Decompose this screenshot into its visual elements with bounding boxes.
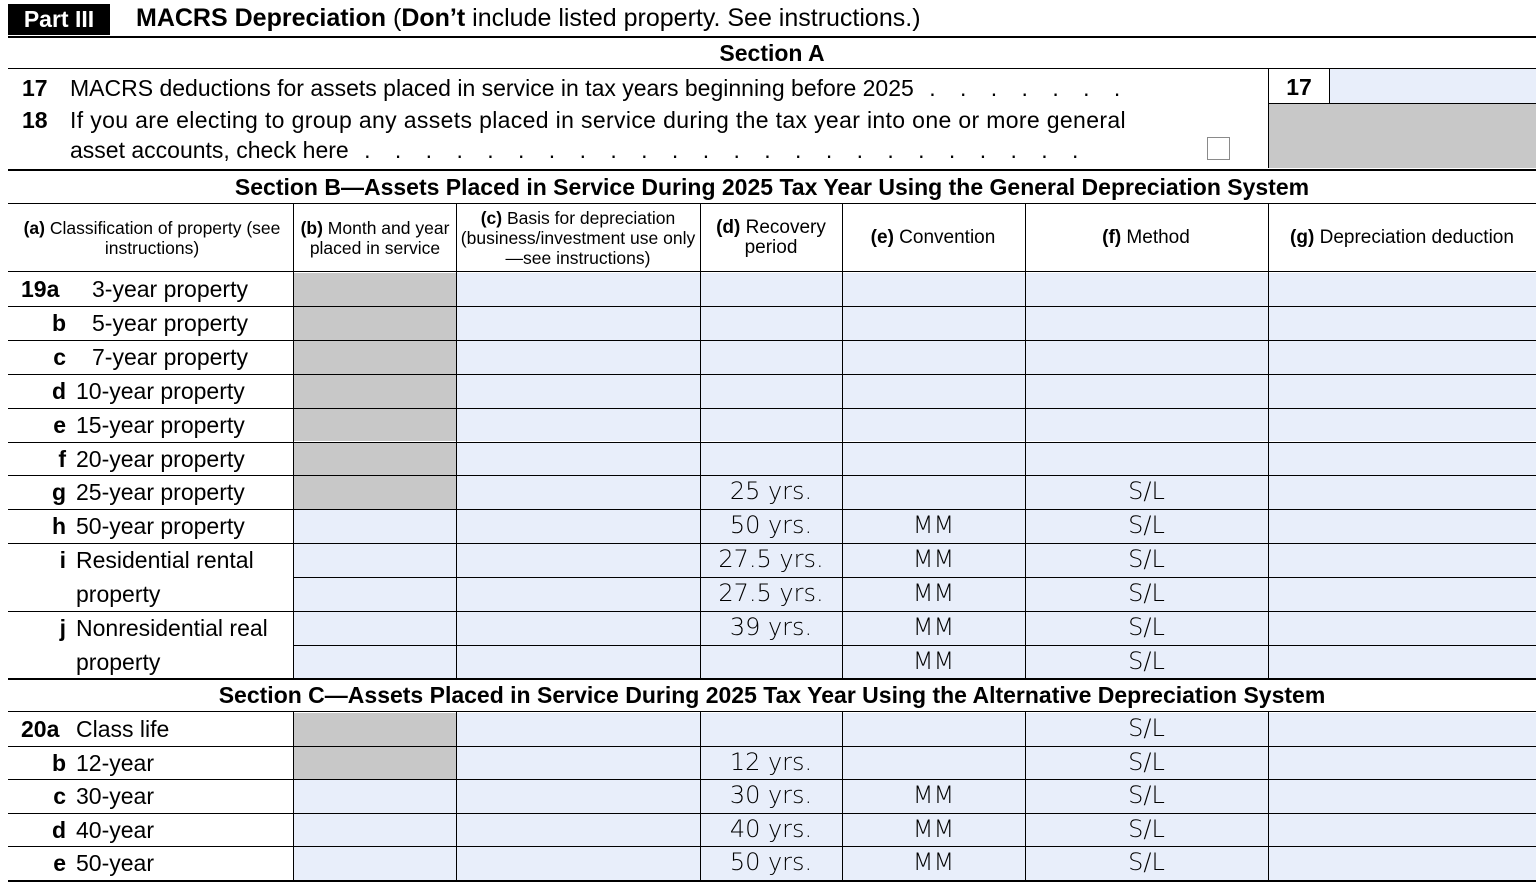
line-19-row-8-value-d: 27.5 yrs. xyxy=(718,545,824,574)
line-19-row-10-value-e: MM xyxy=(912,613,955,641)
line-20-row-3-label: 40-year xyxy=(76,816,154,843)
line-19-row-9-value-f: S/L xyxy=(1128,579,1165,608)
column-header-d: (d) Recovery period xyxy=(716,217,826,258)
line-19-row-6-cell-g[interactable] xyxy=(1269,476,1536,509)
line-20-row-1-cell-b xyxy=(294,747,456,780)
line-19-row-7-cell-c[interactable] xyxy=(457,510,700,543)
line-20-row-1-cell-e[interactable] xyxy=(843,747,1025,780)
line-19-row-4-cell-g[interactable] xyxy=(1269,409,1536,442)
line-19-row-0-label: 3-year property xyxy=(92,276,248,302)
divider xyxy=(8,678,1536,680)
line-19-row-2-label: 7-year property xyxy=(92,343,248,370)
line-18-text-2: asset accounts, check here . . . . . . . . . . . . . . . . . . . . . . . . xyxy=(70,137,1088,163)
line-19-row-5-label: 20-year property xyxy=(76,445,245,472)
line-20-row-1-cell-g[interactable] xyxy=(1269,747,1536,780)
line-19-row-5-cell-b xyxy=(294,443,456,476)
line-19-row-3-cell-d[interactable] xyxy=(701,375,842,408)
line-20-row-3-value-f: S/L xyxy=(1128,814,1165,843)
line-19-row-2-cell-c[interactable] xyxy=(457,341,700,374)
line-18-number: 18 xyxy=(22,107,48,133)
line-20-row-0-value-f: S/L xyxy=(1128,714,1165,742)
line-17-amount-field[interactable] xyxy=(1330,69,1536,103)
line-17-text: MACRS deductions for assets placed in service in tax years beginning before 2025 . . . . . . . xyxy=(70,75,1130,101)
line-20-row-0-cell-b xyxy=(294,713,456,746)
line-19-row-9-value-d: 27.5 yrs. xyxy=(718,579,824,608)
line-19-row-11-cell-c[interactable] xyxy=(457,646,700,679)
line-19-row-8-value-e: MM xyxy=(912,545,955,574)
part-title-rest: include listed property. See instructions.) xyxy=(465,4,921,32)
line-19-row-10-label: Nonresidential real xyxy=(76,615,268,641)
line-19-row-0-number: 19a xyxy=(21,276,60,302)
line-19-row-6-value-f: S/L xyxy=(1128,477,1165,506)
column-header-a: (a) Classification of property (see instructions) xyxy=(23,218,281,258)
line-19-row-6-label: 25-year property xyxy=(76,479,245,506)
line-20-row-2-label: 30-year xyxy=(76,783,154,810)
line-19-row-9-label: property xyxy=(76,581,161,608)
line-19-row-3-cell-e[interactable] xyxy=(843,375,1025,408)
line-20-row-2-cell-b[interactable] xyxy=(294,780,456,813)
line-20-row-0-cell-d[interactable] xyxy=(701,713,842,746)
line-20-row-0-label: Class life xyxy=(76,716,170,742)
line-19-row-5-cell-f[interactable] xyxy=(1026,443,1268,476)
line-20-row-4-cell-c[interactable] xyxy=(457,847,700,880)
line-19-row-4-label: 15-year property xyxy=(76,411,245,438)
line-19-row-6-cell-c[interactable] xyxy=(457,476,700,509)
line-19-row-2-cell-g[interactable] xyxy=(1269,341,1536,374)
line-20-row-2-value-f: S/L xyxy=(1128,781,1165,810)
line-19-row-11-cell-g[interactable] xyxy=(1269,646,1536,679)
line-19-row-7-value-f: S/L xyxy=(1128,511,1165,540)
line-20-row-3-cell-c[interactable] xyxy=(457,814,700,847)
line-20-row-2-cell-g[interactable] xyxy=(1269,780,1536,813)
line-19-row-7-number: h xyxy=(51,513,66,540)
line-19-row-5-cell-c[interactable] xyxy=(457,443,700,476)
line-19-row-5-cell-d[interactable] xyxy=(701,443,842,476)
line-19-row-2-cell-b xyxy=(294,341,456,374)
section-c-title: Section C—Assets Placed in Service During 2025 Tax Year Using the Alternative Depreciation System xyxy=(218,682,1326,708)
line-18-checkbox[interactable] xyxy=(1207,137,1230,160)
line-19-row-0-cell-g[interactable] xyxy=(1269,273,1536,306)
line-20-row-0-cell-c[interactable] xyxy=(457,713,700,746)
line-19-row-11-label: property xyxy=(76,648,161,675)
line-19-row-1-cell-d[interactable] xyxy=(701,307,842,340)
part-title-dont: Don’t xyxy=(401,4,466,32)
line-19-row-7-cell-b[interactable] xyxy=(294,510,456,543)
line-19-row-8-value-f: S/L xyxy=(1128,545,1165,574)
line-20-row-1-label: 12-year xyxy=(76,749,154,776)
line-19-row-4-cell-e[interactable] xyxy=(843,409,1025,442)
line-19-row-3-number: d xyxy=(51,377,66,404)
line-19-row-7-value-d: 50 yrs. xyxy=(729,511,813,540)
line-19-row-11-value-f: S/L xyxy=(1128,646,1165,675)
line-19-row-8-label: Residential rental xyxy=(76,547,254,574)
line-19-row-4-cell-b xyxy=(294,409,456,442)
line-19-row-10-cell-c[interactable] xyxy=(457,612,700,645)
line-19-row-0-cell-e[interactable] xyxy=(843,273,1025,306)
column-header-g: (g) Depreciation deduction xyxy=(1290,227,1514,248)
line-19-row-1-cell-c[interactable] xyxy=(457,307,700,340)
divider xyxy=(8,711,1536,712)
line-19-row-7-value-e: MM xyxy=(912,511,955,540)
part-title xyxy=(136,3,921,34)
part-title-bold: MACRS Depreciation xyxy=(136,4,387,32)
line-20-row-1-value-f: S/L xyxy=(1128,747,1165,776)
line-19-row-1-cell-g[interactable] xyxy=(1269,307,1536,340)
line-17-number: 17 xyxy=(22,75,48,101)
line-19-row-5-number: f xyxy=(58,445,66,472)
line-19-row-4-cell-c[interactable] xyxy=(457,409,700,442)
line-19-row-7-cell-g[interactable] xyxy=(1269,510,1536,543)
line-19-row-3-cell-b xyxy=(294,375,456,408)
line-19-row-9-cell-b[interactable] xyxy=(294,578,456,611)
divider xyxy=(8,169,1536,171)
line-20-row-0-cell-g[interactable] xyxy=(1269,713,1536,746)
column-header-e: (e) Convention xyxy=(870,227,996,248)
line-19-row-1-label: 5-year property xyxy=(92,309,248,336)
line-20-row-2-value-d: 30 yrs. xyxy=(729,781,813,810)
line-19-row-5-cell-e[interactable] xyxy=(843,443,1025,476)
line-20-row-4-cell-b[interactable] xyxy=(294,847,456,880)
line-19-row-8-cell-g[interactable] xyxy=(1269,544,1536,577)
line-19-row-9-cell-g[interactable] xyxy=(1269,578,1536,611)
section-a-title: Section A xyxy=(719,40,825,66)
line-19-row-9-cell-c[interactable] xyxy=(457,578,700,611)
line-19-row-10-cell-g[interactable] xyxy=(1269,612,1536,645)
line-19-row-2-cell-f[interactable] xyxy=(1026,341,1268,374)
line-19-row-1-cell-b xyxy=(294,307,456,340)
line-19-row-2-cell-e[interactable] xyxy=(843,341,1025,374)
divider xyxy=(8,271,1536,272)
line-20-row-3-value-d: 40 yrs. xyxy=(729,814,813,843)
line-20-row-2-value-e: MM xyxy=(912,781,955,810)
line-18-text: If you are electing to group any assets placed in service during the tax year into one or more general xyxy=(70,107,1126,133)
line-20-row-4-value-d: 50 yrs. xyxy=(729,848,813,877)
line-20-row-1-number: b xyxy=(51,749,66,776)
line-20-row-3-value-e: MM xyxy=(912,814,955,843)
line-20-row-3-number: d xyxy=(51,816,66,843)
line-20-row-4-value-e: MM xyxy=(912,848,955,877)
line-20-row-3-cell-g[interactable] xyxy=(1269,814,1536,847)
line-19-row-0-cell-c[interactable] xyxy=(457,273,700,306)
column-header-f: (f) Method xyxy=(1102,227,1190,248)
line-19-row-1-cell-f[interactable] xyxy=(1026,307,1268,340)
line-20-row-0-cell-e[interactable] xyxy=(843,713,1025,746)
line-19-row-11-value-e: MM xyxy=(912,646,955,675)
line-19-row-6-cell-b xyxy=(294,476,456,509)
line-19-row-0-cell-b xyxy=(294,273,456,306)
section-b-title: Section B—Assets Placed in Service During 2025 Tax Year Using the General Depreciation System xyxy=(234,174,1310,200)
divider xyxy=(8,880,1536,882)
line-19-row-6-value-d: 25 yrs. xyxy=(729,477,813,506)
line-20-row-1-value-d: 12 yrs. xyxy=(729,747,813,776)
line-20-row-4-number: e xyxy=(53,850,66,877)
shaded-area xyxy=(1269,104,1536,168)
line-20-row-4-cell-g[interactable] xyxy=(1269,847,1536,880)
line-19-row-4-number: e xyxy=(53,411,66,438)
line-19-row-6-number: g xyxy=(51,479,66,506)
line-19-row-9-value-e: MM xyxy=(912,579,955,608)
part-label: Part III xyxy=(8,4,110,35)
line-19-row-11-cell-b[interactable] xyxy=(294,646,456,679)
line-19-row-10-value-f: S/L xyxy=(1128,613,1165,641)
divider xyxy=(8,36,1536,38)
line-20-row-0-number: 20a xyxy=(21,716,60,742)
line-19-row-3-label: 10-year property xyxy=(76,377,245,404)
column-header-b: (b) Month and year placed in service xyxy=(300,218,450,258)
line-19-row-10-value-d: 39 yrs. xyxy=(729,613,813,641)
part-title-paren: ( xyxy=(386,4,402,32)
divider xyxy=(8,68,1536,69)
line-19-row-1-number: b xyxy=(51,309,66,336)
line-20-row-1-cell-c[interactable] xyxy=(457,747,700,780)
line-19-row-10-number: j xyxy=(59,615,66,641)
line-19-row-0-cell-f[interactable] xyxy=(1026,273,1268,306)
line-19-row-3-cell-f[interactable] xyxy=(1026,375,1268,408)
line-20-row-4-label: 50-year xyxy=(76,850,154,877)
line-19-row-8-number: i xyxy=(59,547,66,574)
line-19-row-4-cell-d[interactable] xyxy=(701,409,842,442)
line-19-row-4-cell-f[interactable] xyxy=(1026,409,1268,442)
line-19-row-8-cell-b[interactable] xyxy=(294,544,456,577)
line-19-row-10-cell-b[interactable] xyxy=(294,612,456,645)
line-19-row-3-cell-c[interactable] xyxy=(457,375,700,408)
line-19-row-6-cell-e[interactable] xyxy=(843,476,1025,509)
line-19-row-5-cell-g[interactable] xyxy=(1269,443,1536,476)
line-19-row-2-number: c xyxy=(53,343,66,370)
line-20-row-2-cell-c[interactable] xyxy=(457,780,700,813)
line-20-row-2-number: c xyxy=(53,783,66,810)
column-header-c: (c) Basis for depreciation (business/investment use only—see instructions) xyxy=(460,208,696,268)
line-19-row-0-cell-d[interactable] xyxy=(701,273,842,306)
line-19-row-11-cell-d[interactable] xyxy=(701,646,842,679)
line-20-row-4-value-f: S/L xyxy=(1128,848,1165,877)
divider xyxy=(8,203,1536,204)
line-17-box-label: 17 xyxy=(1286,74,1312,100)
line-19-row-8-cell-c[interactable] xyxy=(457,544,700,577)
line-20-row-3-cell-b[interactable] xyxy=(294,814,456,847)
line-19-row-3-cell-g[interactable] xyxy=(1269,375,1536,408)
line-19-row-1-cell-e[interactable] xyxy=(843,307,1025,340)
line-19-row-7-label: 50-year property xyxy=(76,513,245,540)
line-19-row-2-cell-d[interactable] xyxy=(701,341,842,374)
